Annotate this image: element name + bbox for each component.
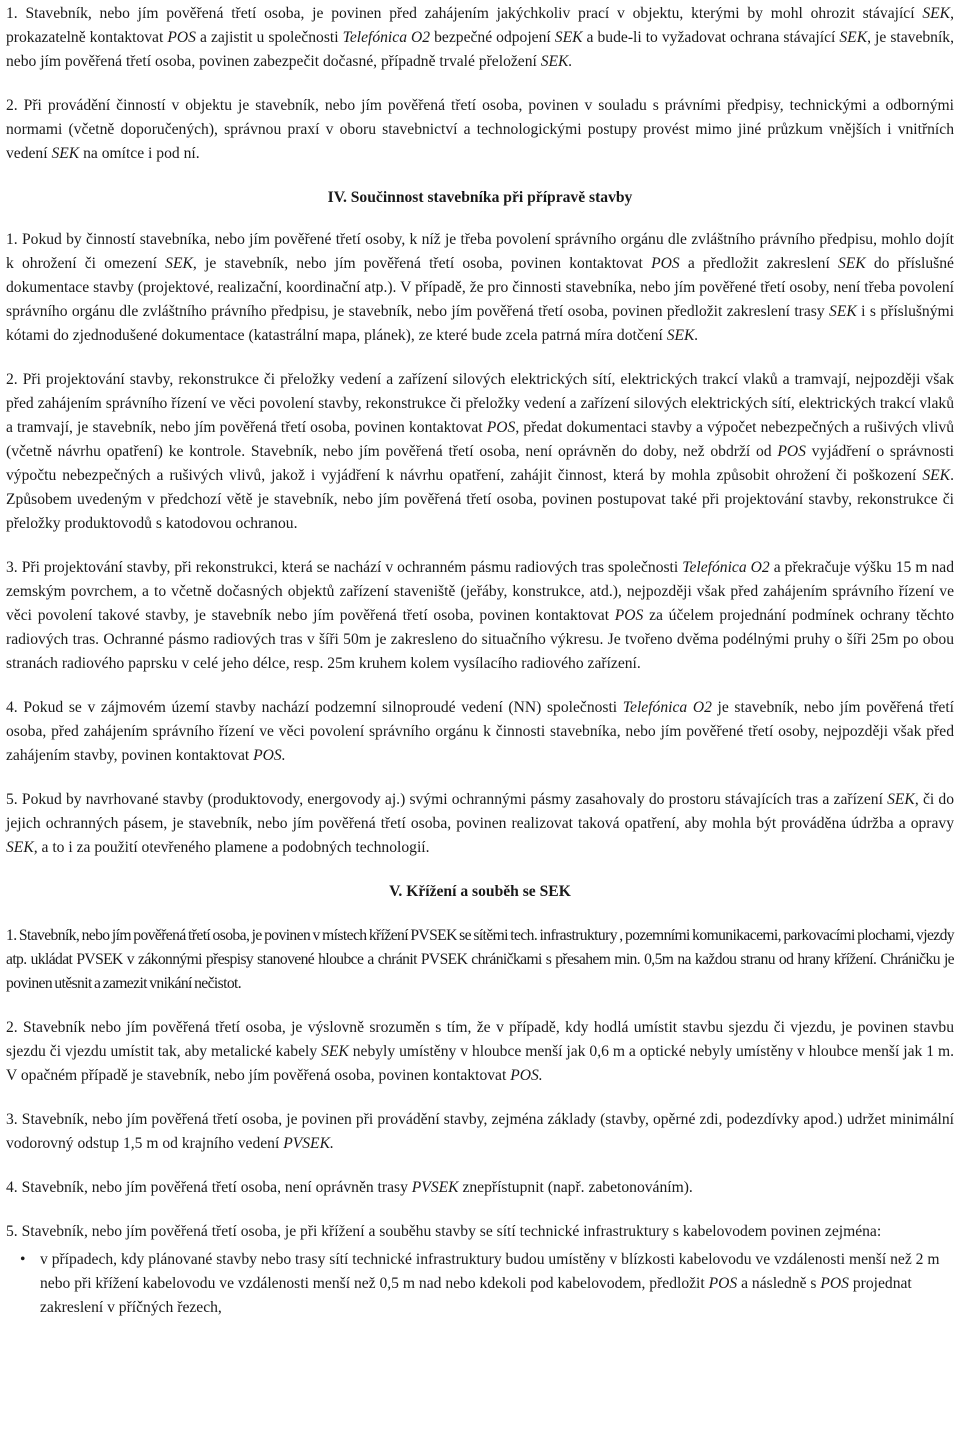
paragraph-5-5: 5. Stavebník, nebo jím pověřená třetí osoba, je při křížení a souběhu stavby se sítí technické infrastruktury s kabelovodem povinen zejména: (6, 1223, 882, 1240)
section-heading-iv: IV. Součinnost stavebníka při přípravě stavby (327, 189, 633, 206)
paragraph-4-2: 2. Při projektování stavby, rekonstrukce či přeložky vedení a zařízení silových elektrických sítí, elektrických trakcí vlaků a tramvají, nejpozději však před zahájením správního řízení ve věci povolení stavby, rekonstrukce či přeložky vedení a zařízení silových elektrických sítí, elektrických trakcí vlaků a tramvají, je stavebník, nebo jím pověřená třetí osoba, povinen kontaktovat POS, předat dokumentaci stavby a výpočet nebezpečných a rušivých vlivů (včetně návrhu opatření) ke kontrole. Stavebník, nebo jím pověřená třetí osoba, není oprávněn do doby, než obdrží od POS vyjádření o správnosti výpočtu nebezpečných a rušivých vlivů, jakož i vyjádření k návrhu opatření, zahájit činnost, která by mohla způsobit ohrožení či poškození SEK. Způsobem uvedeným v předchozí větě je stavebník, nebo jím pověřená třetí osoba, povinen postupovat také při projektování stavby, rekonstrukce či přeložky produktovodů s katodovou ochranou. (6, 371, 955, 532)
paragraph-3-1: 1. Stavebník, nebo jím pověřená třetí osoba, je povinen před zahájením jakýchkoliv prací v objektu, kterými by mohl ohrozit stávající SEK, prokazatelně kontaktovat POS a zajistit u společnosti Telefónica O2 bezpečné odpojení SEK a bude-li to vyžadovat ochrana stávající SEK, je stavebník, nebo jím pověřená třetí osoba, povinen zabezpečit dočasné, případně trvalé přeložení SEK. (6, 5, 954, 70)
section-heading-v: V. Křížení a souběh se SEK (389, 883, 571, 900)
paragraph-5-1: 1. Stavebník, nebo jím pověřená třetí osoba, je povinen v místech křížení PVSEK se sítěmi tech. infrastruktury , pozemními komunikacemi, parkovacími plochami, vjezdy atp. ukládat PVSEK v zákonnými přespisy stanovené hloubce a chránit PVSEK chráničkami s přesahem min. 0,5m na každou stranu od hrany křížení. Chráničku je povinen utěsnit a zamezit vnikání nečistot. (6, 927, 954, 992)
paragraph-4-1: 1. Pokud by činností stavebníka, nebo jím pověřené třetí osoby, k níž je třeba povolení správního orgánu dle zvláštního právního předpisu, mohlo dojít k ohrožení či omezení SEK, je stavebník, nebo jím pověřená třetí osoba, povinen kontaktovat POS a předložit zakreslení SEK do příslušné dokumentace stavby (projektové, realizační, koordinační atp.). V případě, že pro činnosti stavebníka, nebo jím pověřené třetí osoby, není třeba povolení správního orgánu dle zvláštního právního předpisu, je stavebník, nebo jím pověřená třetí osoba, povinen předložit zakreslení trasy SEK i s příslušnými kótami do zjednodušené dokumentace (katastrální mapa, plánek), ze které bude zcela patrná míra dotčení SEK. (6, 231, 954, 344)
paragraph-4-5: 5. Pokud by navrhované stavby (produktovody, energovody aj.) svými ochrannými pásmy zasahovaly do prostoru stávajících tras a zařízení SEK, či do jejich ochranných pásem, je stavebník, nebo jím pověřená třetí osoba, povinen realizovat taková opatření, aby mohla být prováděna údržba a opravy SEK, a to i za použití otevřeného plamene a podobných technologií. (6, 791, 954, 856)
paragraph-3-2: 2. Při provádění činností v objektu je stavebník, nebo jím pověřená třetí osoba, povinen v souladu s právními předpisy, technickými a odbornými normami (včetně doporučených), správnou praxí v oboru stavebnictví a technologickými postupy provést mimo jiné průzkum vnějších i vnitřních vedení SEK na omítce i pod ní. (6, 97, 954, 162)
paragraph-5-3: 3. Stavebník, nebo jím pověřená třetí osoba, je povinen při provádění stavby, zejména základy (stavby, opěrné zdi, podezdívky apod.) udržet minimální vodorovný odstup 1,5 m od krajního vedení PVSEK. (6, 1111, 954, 1152)
paragraph-4-3: 3. Při projektování stavby, při rekonstrukci, která se nachází v ochranném pásmu radiových tras společnosti Telefónica O2 a překračuje výšku 15 m nad zemským povrchem, a to včetně dočasných objektů zařízení staveniště (jeřáby, konstrukce, atd.), nejpozději však před zahájením správního řízení ve věci povolení takové stavby, je stavebník nebo jím pověřená třetí osoba, povinen kontaktovat POS za účelem projednání podmínek ochrany těchto radiových tras. Ochranné pásmo radiových tras v šíři 50m je zakresleno do situačního výkresu. Je tvořeno dvěma podélnými pruhy o šíři 25m po obou stranách radiového paprsku v celé jeho délce, resp. 25m kruhem kolem vysílacího radiového zařízení. (6, 559, 954, 672)
paragraph-5-2: 2. Stavebník nebo jím pověřená třetí osoba, je výslovně srozuměn s tím, že v případě, kdy hodlá umístit stavbu sjezdu či vjezdu, je povinen stavbu sjezdu či vjezdu umístit tak, aby metalické kabely SEK nebyly umístěny v hloubce menší jak 0,6 m a optické nebyly umístěny v hloubce menší jak 1 m. V opačném případě je stavebník, nebo jím pověřená osoba, povinen kontaktovat POS. (6, 1019, 954, 1084)
paragraph-5-4: 4. Stavebník, nebo jím pověřená třetí osoba, není oprávněn trasy PVSEK znepřístupnit (např. zabetonováním). (6, 1179, 693, 1196)
bullet-list (6, 1248, 954, 1320)
document-page (0, 2, 960, 1431)
paragraph-4-4: 4. Pokud se v zájmovém území stavby nachází podzemní silnoproudé vedení (NN) společnosti Telefónica O2 je stavebník, nebo jím pověřená třetí osoba, před zahájením správního řízení ve věci povolení správního orgánu k činnosti stavebníka, nebo jím pověřené třetí osoby, nejpozději však před zahájením stavby, povinen kontaktovat POS. (6, 699, 955, 764)
list-item: • v případech, kdy plánované stavby nebo trasy sítí technické infrastruktury budou umístěny v blízkosti kabelovodu ve vzdálenosti menší než 2 m nebo při křížení kabelovodu ve vzdálenosti menší než 0,5 m nad nebo kdekoli pod kabelovodem, předložit POS a následně s POS projednat zakreslení v příčných řezech, (26, 1248, 954, 1320)
